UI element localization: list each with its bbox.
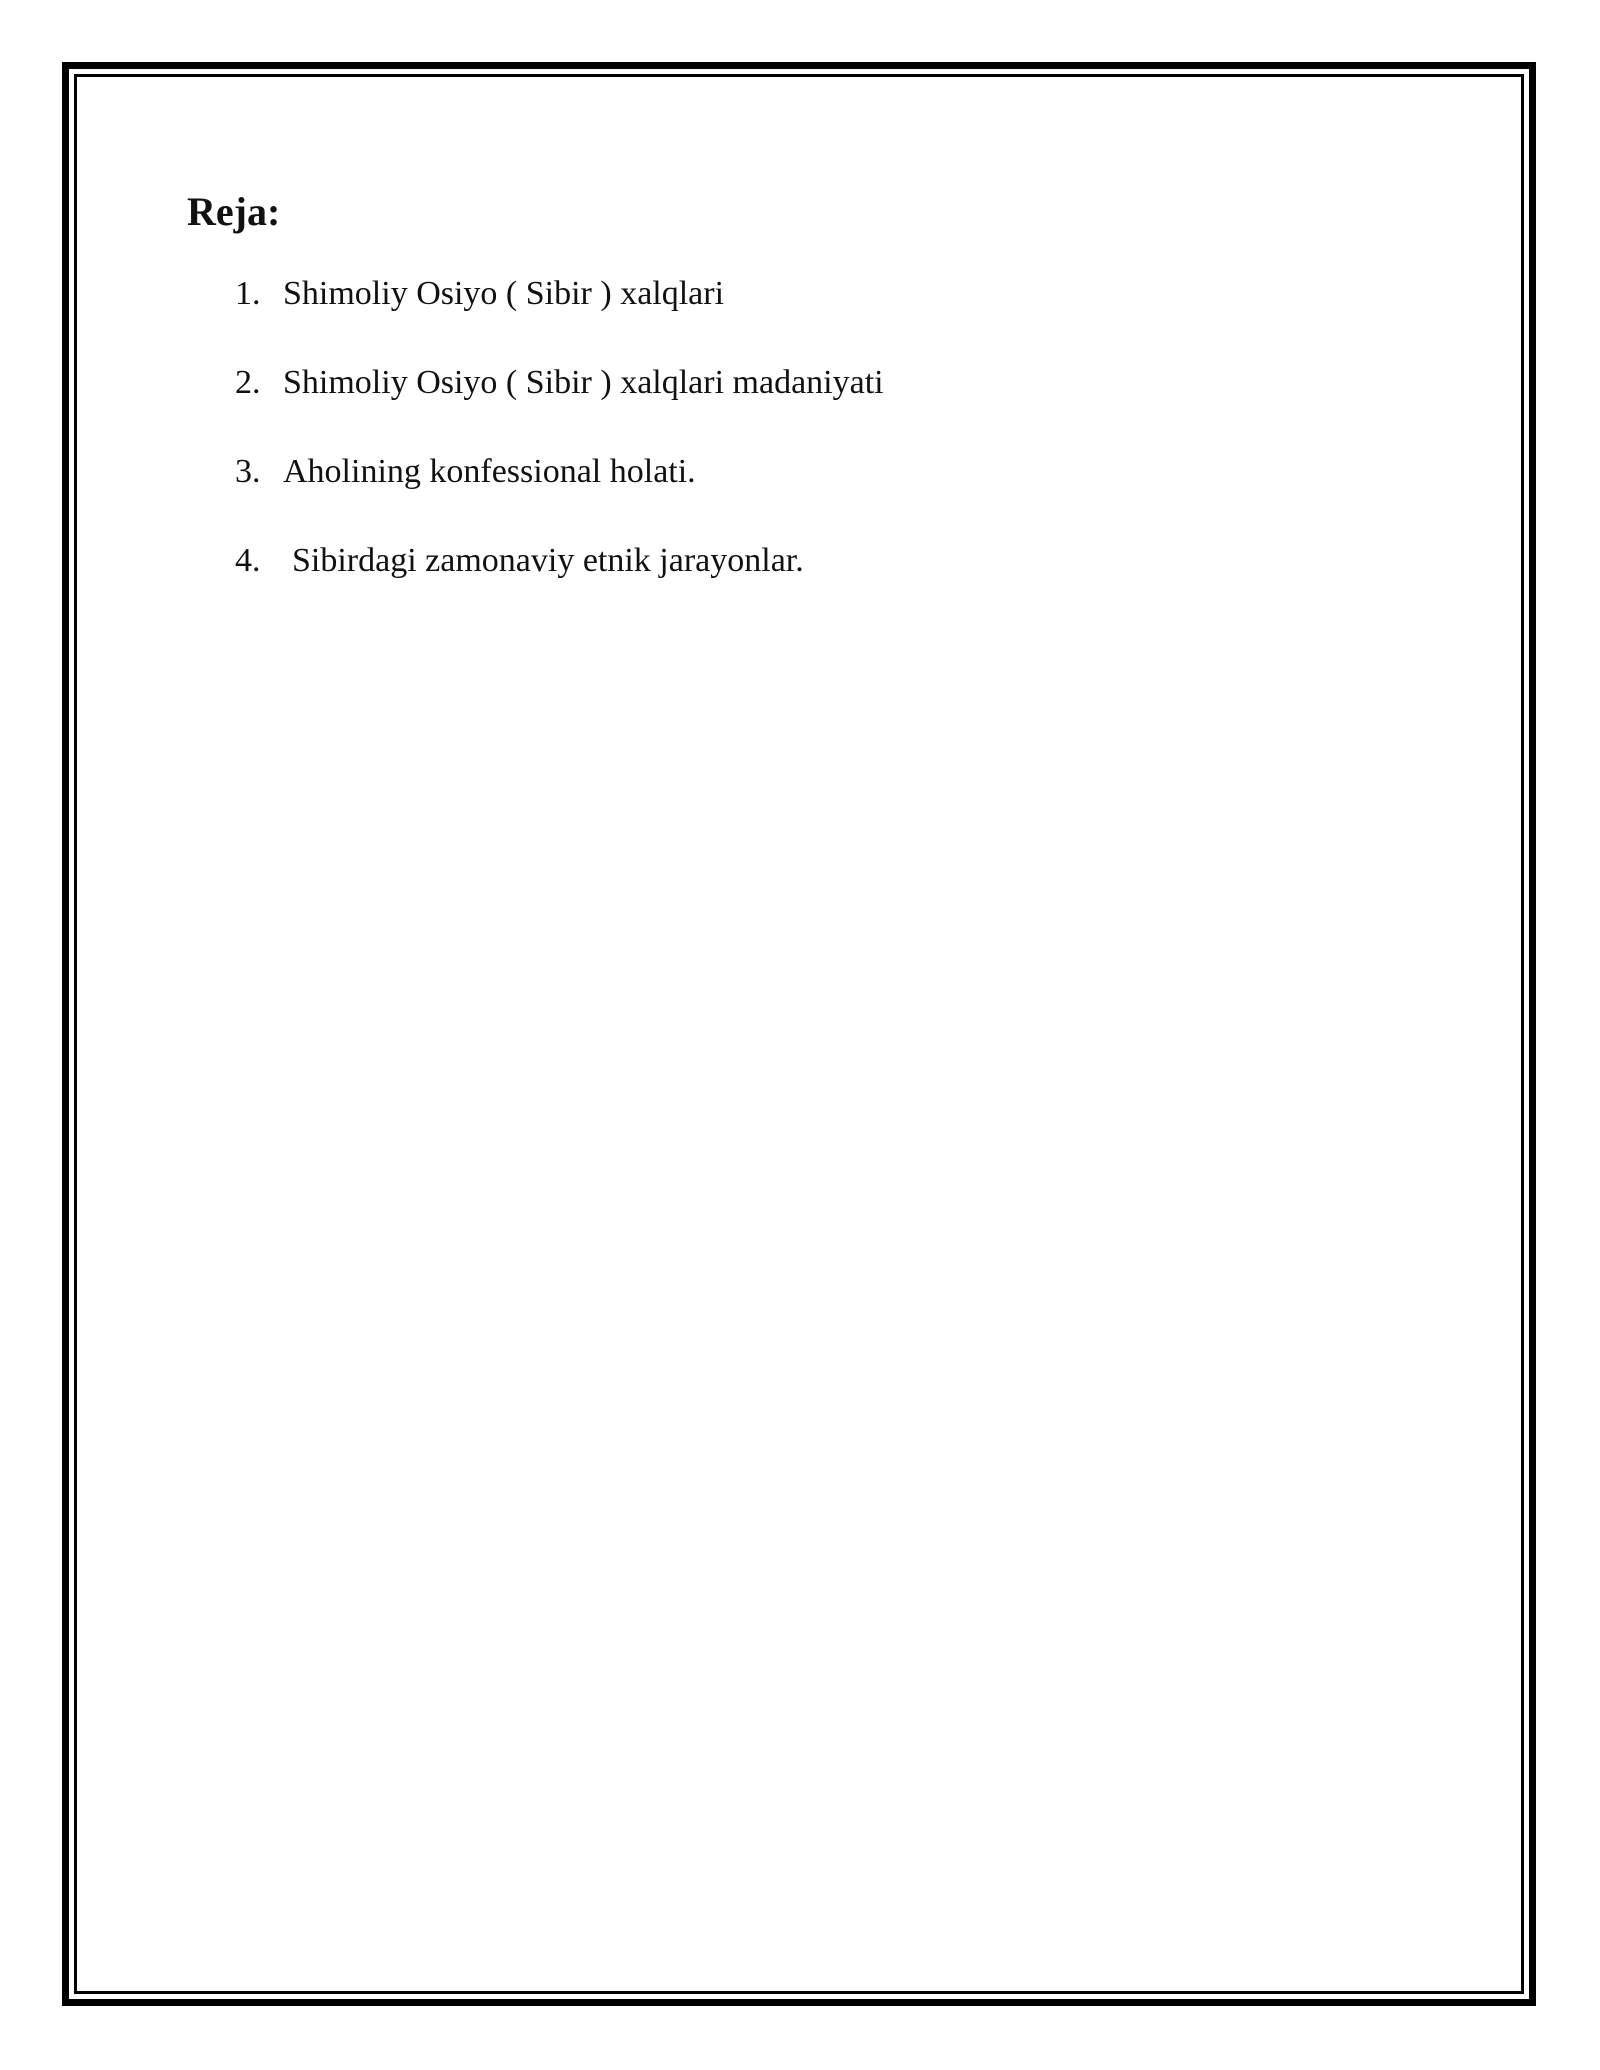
plan-item: [187, 450, 1417, 494]
plan-item-text: Shimoliy Osiyo ( Sibir ) xalqlari: [283, 275, 725, 312]
plan-item-number: 3.: [235, 453, 261, 490]
plan-item: [187, 361, 1417, 405]
plan-item-text: Aholining konfessional holati.: [283, 453, 696, 490]
plan-list: [187, 272, 1417, 583]
plan-item: [187, 539, 1417, 583]
plan-item-text: Shimoliy Osiyo ( Sibir ) xalqlari madaniyati: [283, 364, 884, 401]
plan-item-number: 1.: [235, 275, 261, 312]
plan-item-number: 4.: [235, 542, 261, 579]
plan-item-number: 2.: [235, 364, 261, 401]
page-heading: Reja:: [187, 189, 281, 234]
page-content: [187, 188, 1417, 628]
plan-item: [187, 272, 1417, 316]
plan-item-text: Sibirdagi zamonaviy etnik jarayonlar.: [292, 542, 804, 579]
